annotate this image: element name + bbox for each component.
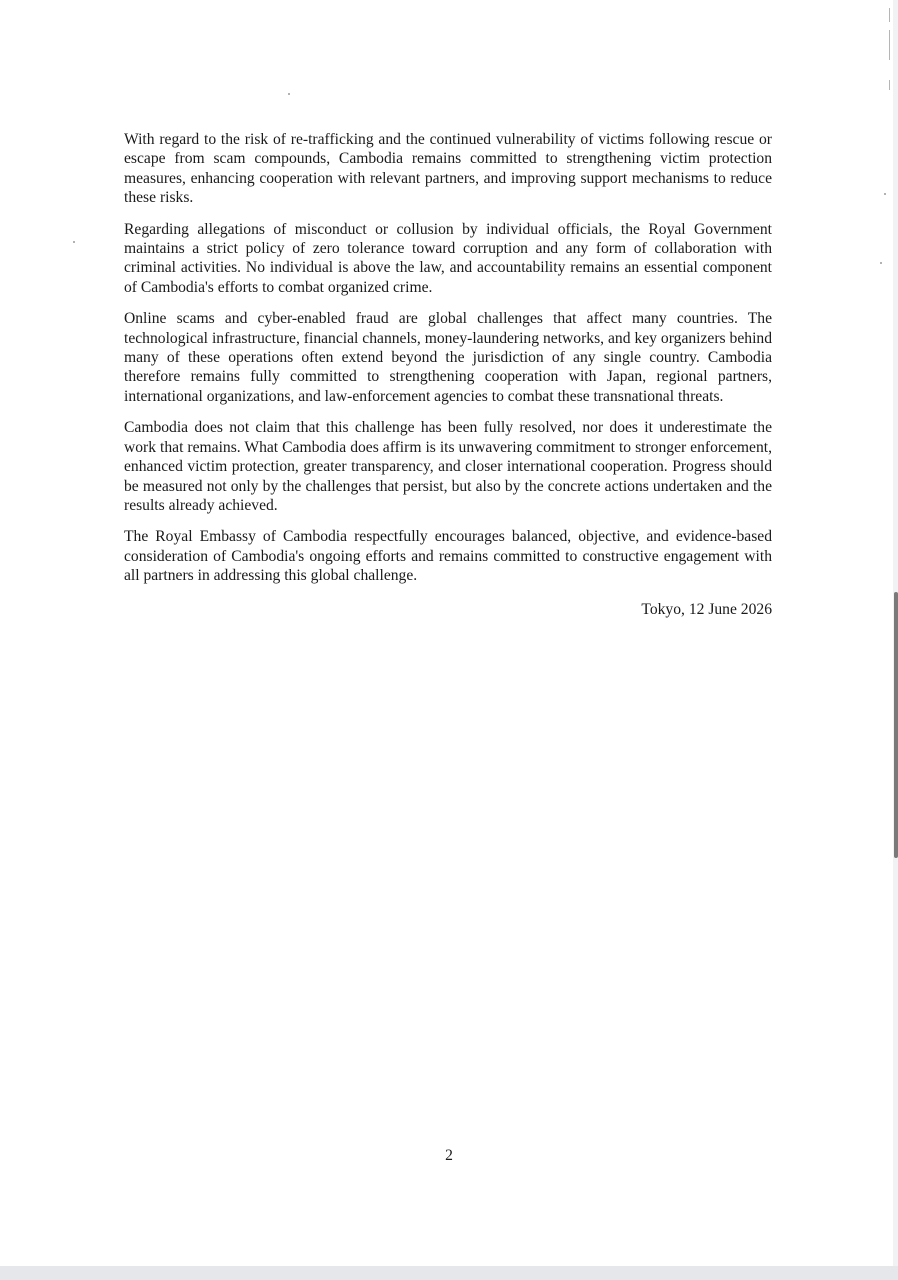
paragraph-misconduct: Regarding allegations of misconduct or collusion by individual officials, the Royal Government maintains a strict policy of zero tolerance toward corruption and any form of collaboration with criminal activities. No individual is above the law, and accountability remains an essential component of Cambodia's efforts to combat organized crime. [124,220,772,296]
page-number: 2 [445,1147,453,1164]
document-body [124,130,772,619]
paragraph-embassy: The Royal Embassy of Cambodia respectfully encourages balanced, objective, and evidence-based consideration of Cambodia's ongoing efforts and remains committed to constructive engagement with all partners in addressing this global challenge. [124,528,772,585]
scan-speck [880,262,882,264]
scrollbar-thumb[interactable] [894,592,898,858]
scan-edge-mark [889,30,890,60]
paragraph-commitment: Cambodia does not claim that this challenge has been fully resolved, nor does it underestimate the work that remains. What Cambodia does affirm is its unwavering commitment to stronger enforcement, enhanced victim protection, greater transparency, and closer international cooperation. Progress should be measured not only by the challenges that persist, but also by the concrete actions undertaken and the results already achieved. [124,419,772,514]
scan-edge-mark [889,80,890,90]
scan-speck [288,93,290,95]
scan-edge-mark [889,8,890,22]
viewer-bottom-edge [0,1266,898,1280]
paragraph-re-trafficking: With regard to the risk of re-trafficking and the continued vulnerability of victims following rescue or escape from scam compounds, Cambodia remains committed to strengthening victim protection measures, enhancing cooperation with relevant partners, and improving support mechanisms to reduce these risks. [124,131,772,207]
signoff-place-date: Tokyo, 12 June 2026 [641,600,772,618]
scan-speck [884,193,886,195]
paragraph-global-challenges: Online scams and cyber-enabled fraud are global challenges that affect many countries. The technological infrastructure, financial channels, money-laundering networks, and key organizers behind many of these operations often extend beyond the jurisdiction of any single country. Cambodia therefore remains fully committed to strengthening cooperation with Japan, regional partners, international organizations, and law-enforcement agencies to combat these transnational threats. [124,310,772,405]
scan-speck [73,241,75,243]
